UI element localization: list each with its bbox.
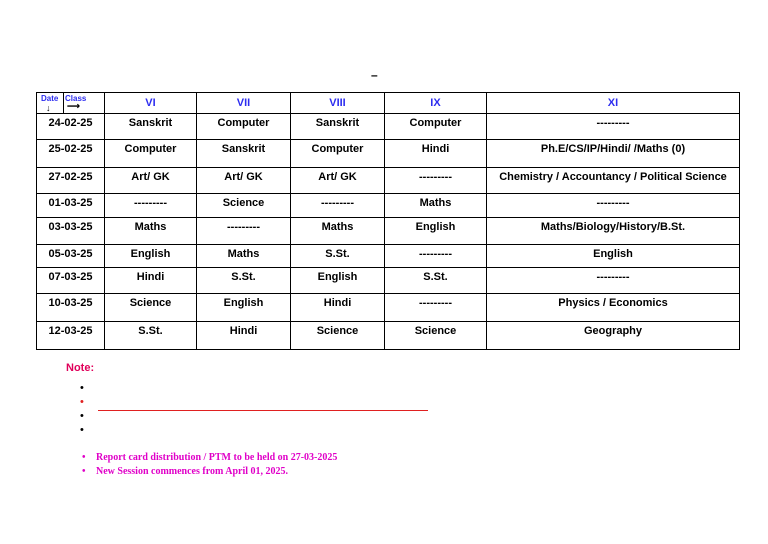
- date-cell: [37, 194, 105, 218]
- subject-text: Computer: [217, 117, 270, 129]
- arrow-down-icon: ↓: [46, 103, 51, 113]
- subject-text: Physics / Economics: [558, 297, 668, 309]
- subject-text: Maths: [227, 248, 260, 260]
- note-item-text: Report card distribution / PTM to be held on 27-03-2025: [96, 452, 338, 463]
- subject-text: S.St.: [325, 248, 350, 260]
- page-heading: –: [371, 68, 378, 82]
- subject-text: ---------: [227, 221, 260, 233]
- table-row: [37, 268, 740, 294]
- subject-cell: [105, 294, 197, 322]
- subject-cell: [105, 268, 197, 294]
- corner-date-label: Date: [41, 94, 59, 103]
- table-row: [37, 194, 740, 218]
- subject-text: ---------: [134, 197, 167, 209]
- subject-cell: [197, 168, 291, 194]
- subject-text: English: [223, 297, 264, 309]
- subject-cell: [105, 322, 197, 350]
- subject-cell: [291, 114, 385, 140]
- date-cell: [37, 268, 105, 294]
- subject-cell: [291, 294, 385, 322]
- subject-cell: [487, 168, 740, 194]
- subject-text: Computer: [311, 143, 364, 155]
- subject-text: Hindi: [323, 297, 352, 309]
- subject-cell: [291, 194, 385, 218]
- subject-text: ---------: [321, 197, 354, 209]
- date-text: 03-03-25: [48, 221, 93, 233]
- subject-text: ---------: [596, 197, 630, 209]
- subject-text: Science: [129, 297, 172, 309]
- subject-cell: [291, 218, 385, 245]
- subject-cell: [385, 245, 487, 268]
- note-item-text: New Session commences from April 01, 2025.: [96, 466, 289, 477]
- subject-cell: [105, 114, 197, 140]
- table-row: [37, 218, 740, 245]
- subject-text: Computer: [124, 143, 177, 155]
- subject-text: Sanskrit: [128, 117, 173, 129]
- subject-text: Hindi: [421, 143, 450, 155]
- date-cell: [37, 245, 105, 268]
- subject-cell: [291, 245, 385, 268]
- table-row: [37, 114, 740, 140]
- date-text: 10-03-25: [48, 297, 93, 309]
- bullet-icon: •: [80, 382, 84, 394]
- datesheet-table: [36, 92, 740, 350]
- subject-text: Maths: [321, 221, 354, 233]
- subject-text: Chemistry / Accountancy / Political Science: [499, 171, 727, 183]
- subject-cell: [487, 218, 740, 245]
- subject-text: Geography: [583, 325, 643, 337]
- subject-text: ---------: [419, 248, 452, 260]
- date-cell: [37, 218, 105, 245]
- table-row: [37, 168, 740, 194]
- subject-text: ---------: [596, 271, 630, 283]
- subject-cell: [197, 322, 291, 350]
- subject-text: S.St.: [138, 325, 163, 337]
- table-row: [37, 140, 740, 168]
- subject-text: English: [415, 221, 456, 233]
- date-cell: [37, 168, 105, 194]
- subject-text: Computer: [409, 117, 462, 129]
- subject-cell: [385, 218, 487, 245]
- subject-cell: [105, 168, 197, 194]
- subject-cell: [197, 114, 291, 140]
- subject-cell: [105, 140, 197, 168]
- table-row: [37, 322, 740, 350]
- date-cell: [37, 322, 105, 350]
- subject-text: ---------: [596, 117, 630, 129]
- subject-cell: [487, 194, 740, 218]
- date-cell: [37, 114, 105, 140]
- class-header: VII: [197, 93, 291, 114]
- date-text: 07-03-25: [48, 271, 93, 283]
- subject-cell: [105, 194, 197, 218]
- corner-divider: [63, 93, 64, 113]
- date-cell: [37, 140, 105, 168]
- subject-cell: [385, 114, 487, 140]
- subject-text: Ph.E/CS/IP/Hindi/ /Maths (0): [540, 143, 686, 155]
- table-row: [37, 294, 740, 322]
- date-cell: [37, 294, 105, 322]
- bullet-icon: •: [80, 410, 84, 422]
- subject-cell: [105, 218, 197, 245]
- date-text: 12-03-25: [48, 325, 93, 337]
- subject-text: Hindi: [136, 271, 165, 283]
- subject-cell: [291, 168, 385, 194]
- date-text: 27-02-25: [48, 171, 93, 183]
- subject-cell: [291, 322, 385, 350]
- corner-cell: [37, 93, 105, 114]
- subject-cell: [105, 245, 197, 268]
- subject-text: Science: [414, 325, 457, 337]
- subject-text: ---------: [419, 297, 452, 309]
- subject-cell: [291, 140, 385, 168]
- subject-text: ---------: [419, 171, 452, 183]
- corner-class-label: Class: [65, 94, 87, 103]
- class-header: IX: [385, 93, 487, 114]
- subject-cell: [385, 268, 487, 294]
- note-item: [82, 452, 337, 466]
- subject-cell: [197, 294, 291, 322]
- date-text: 05-03-25: [48, 248, 93, 260]
- subject-cell: [487, 245, 740, 268]
- date-text: 01-03-25: [48, 197, 93, 209]
- subject-cell: [385, 294, 487, 322]
- header-row: [37, 93, 740, 114]
- subject-text: Sanskrit: [315, 117, 360, 129]
- note-list: [82, 452, 337, 480]
- subject-cell: [487, 322, 740, 350]
- note-item: [82, 466, 337, 480]
- subject-text: Sanskrit: [221, 143, 266, 155]
- subject-cell: [487, 268, 740, 294]
- red-underline: [98, 410, 428, 411]
- note-label: Note:: [66, 362, 95, 374]
- bullet-icon: •: [80, 424, 84, 436]
- subject-text: Science: [222, 197, 265, 209]
- subject-cell: [487, 294, 740, 322]
- subject-cell: [385, 194, 487, 218]
- bullet-icon: •: [82, 452, 86, 463]
- subject-cell: [487, 140, 740, 168]
- subject-text: Maths/Biology/History/B.St.: [540, 221, 686, 233]
- subject-cell: [385, 140, 487, 168]
- subject-text: Maths: [134, 221, 167, 233]
- subject-cell: [197, 194, 291, 218]
- subject-cell: [197, 140, 291, 168]
- subject-cell: [197, 218, 291, 245]
- subject-text: English: [317, 271, 358, 283]
- arrow-right-icon: ⟶: [67, 101, 80, 111]
- subject-cell: [291, 268, 385, 294]
- subject-text: S.St.: [231, 271, 256, 283]
- subject-cell: [385, 168, 487, 194]
- subject-text: Hindi: [229, 325, 258, 337]
- subject-text: Art/ GK: [131, 171, 170, 183]
- subject-text: Art/ GK: [224, 171, 263, 183]
- subject-cell: [487, 114, 740, 140]
- subject-cell: [197, 245, 291, 268]
- class-header: VI: [105, 93, 197, 114]
- date-text: 25-02-25: [48, 143, 93, 155]
- subject-text: Science: [316, 325, 359, 337]
- subject-text: Maths: [419, 197, 452, 209]
- class-header: VIII: [291, 93, 385, 114]
- bullet-icon: •: [82, 466, 86, 477]
- subject-cell: [385, 322, 487, 350]
- table-row: [37, 245, 740, 268]
- bullet-icon: •: [80, 396, 84, 408]
- subject-text: Art/ GK: [318, 171, 357, 183]
- subject-text: S.St.: [423, 271, 448, 283]
- subject-text: English: [130, 248, 171, 260]
- date-text: 24-02-25: [48, 117, 93, 129]
- subject-text: English: [593, 248, 633, 260]
- subject-cell: [197, 268, 291, 294]
- class-header: XI: [487, 93, 740, 114]
